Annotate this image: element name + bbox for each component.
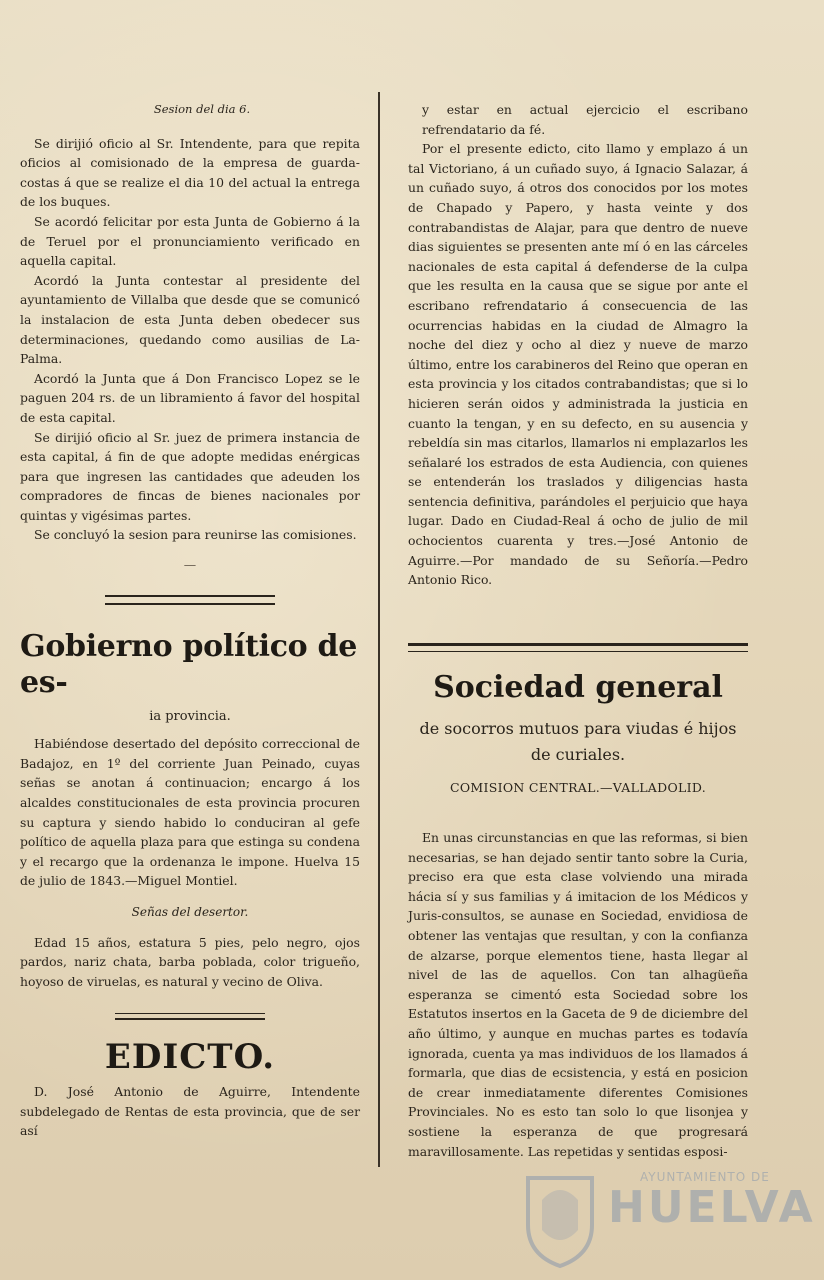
sociedad-heading: Sociedad general	[433, 670, 723, 705]
senas-heading: Señas del desertor.	[131, 905, 249, 919]
paragraph: Se dirijió oficio al Sr. Intendente, para que repita oficios al comisionado de la empresa de guarda-costas á que se realize el dia 10 del actual la entrega de los buques.	[20, 135, 360, 210]
senas-text: Edad 15 años, estatura 5 pies, pelo negro, ojos pardos, nariz chata, barba poblada, color trigueño, hoyoso de viruelas, es natural y vecino de Oliva.	[20, 934, 360, 989]
double-rule-divider	[105, 595, 275, 605]
edicto-text: D. José Antonio de Aguirre, Intendente subdelegado de Rentas de esta provincia, que de ser así	[20, 1083, 360, 1139]
ornamental-rule	[115, 1013, 265, 1020]
column-divider	[378, 92, 380, 1167]
sociedad-subheading: de socorros mutuos para viudas é hijos de curiales.	[419, 719, 737, 764]
dash-separator: —	[183, 557, 197, 573]
sociedad-paragraph: En unas circunstancias en que las reformas, si bien necesarias, se han dejado sentir tanto sobre la Curia, preciso era que esta clase volviendo una mirada hácia sí y sus familias y á imitacion de los Médicos y Juris-consultos, se aunase en Sociedad, envidiosa de obtener las ventajas que resultan, y con la confianza de alzarse, porque elementos tiene, hasta llegar al nivel de las de aquellos. Con tan alhagüeña esperanza se cimentó esta Sociedad sobre los Estatutos insertos en la Gaceta de 9 de diciembre del año último, y aunque en muchas partes es todavía ignorada, cuenta ya mas individuos de los llamados á formarla, que dias de ecsistencia, y está en posicion de crear inmediatamente diferentes Comisiones Provinciales. No es esto tan solo lo que lisonjea y sostiene la esperanza de que progresará maravillosamente. Las repetidas y sentidas esposi-	[408, 830, 748, 1159]
shield-crest-icon	[520, 1170, 600, 1270]
gobierno-heading: Gobierno político de es-	[20, 628, 357, 700]
right-column	[408, 100, 748, 590]
archive-watermark	[520, 1160, 816, 1270]
section-rule	[408, 643, 748, 652]
comision-heading: COMISION CENTRAL.—VALLADOLID.	[450, 780, 706, 795]
edicto-body: Por el presente edicto, cito llamo y emplazo á un tal Victoriano, á un cuñado suyo, á Ignacio Salazar, á un cuñado suyo, á otros dos conocidos por los motes de Chapado y Papero, y hasta veinte y dos contrabandistas de Alajar, para que dentro de nueve dias siguientes se presenten ante mí ó en las cárceles nacionales de esta capital á defenderse de la culpa que les resulta en la causa que se sigue por ante el escribano refrendatario á consecuencia de las ocurrencias habidas en la ciudad de Almagro la noche del diez y ocho al diez y nueve de marzo último, entre los carabineros del Reino que operan en esta provincia y los citados contrabandistas; que si lo hicieren serán oidos y administrada la justicia en cuanto la tengan, y en su defecto, en su ausencia y rebeldía sin mas citarlos, llamarlos ni emplazarlos les señalaré los estrados de esta Audiencia, con quienes se entenderán los traslados y diligencias hasta sentencia definitiva, parándoles el perjuicio que haya lugar. Dado en Ciudad-Real á ocho de julio de mil ochocientos cuarenta y tres.—José Antonio de Aguirre.—Por mandado de su Señoría.—Pedro Antonio Rico.	[408, 141, 748, 588]
watermark-big-text: HUELVA	[608, 1182, 816, 1233]
paragraph: Acordó la Junta que á Don Francisco Lopez se le paguen 204 rs. de un libramiento á favor del hospital de esta capital.	[20, 370, 360, 425]
paragraph: Se dirijió oficio al Sr. juez de primera instancia de esta capital, á fin de que adopte medidas enérgicas para que ingresen las cantidades que adeuden los compradores de fincas de bienes nacionales por quintas y vigésimas partes.	[20, 429, 360, 523]
paragraph: Acordó la Junta contestar al presidente del ayuntamiento de Villalba que desde que se comunicó la instalacion de esta Junta deben obedecer sus determinaciones, quedando como ausilias de La-Palma.	[20, 272, 360, 367]
sociedad-body	[408, 828, 748, 1161]
sesion-title: Sesion del dia 6.	[153, 102, 251, 116]
left-column	[20, 100, 360, 1141]
watermark-small-text: AYUNTAMIENTO DE	[640, 1170, 770, 1184]
edicto-continuation: y estar en actual ejercicio el escribano refrendatario da fé.	[422, 102, 748, 137]
gobierno-notice: Habiéndose desertado del depósito correccional de Badajoz, en 1º del corriente Juan Peinado, cuyas señas se anotan á continuacion; encargo á los alcaldes constitucionales de esta provincia procuren su captura y siendo habido lo conduciran al gefe político de aquella plaza para que estinga su condena y el recargo que la ordenanza le impone. Huelva 15 de julio de 1843.—Miguel Montiel.	[20, 736, 360, 889]
edicto-heading: EDICTO.	[104, 1037, 276, 1078]
gobierno-subheading: ia provincia.	[149, 708, 231, 724]
paragraph: Se acordó felicitar por esta Junta de Gobierno á la de Teruel por el pronunciamiento verificado en aquella capital.	[20, 213, 360, 269]
paragraph: Se concluyó la sesion para reunirse las comisiones.	[34, 527, 357, 543]
